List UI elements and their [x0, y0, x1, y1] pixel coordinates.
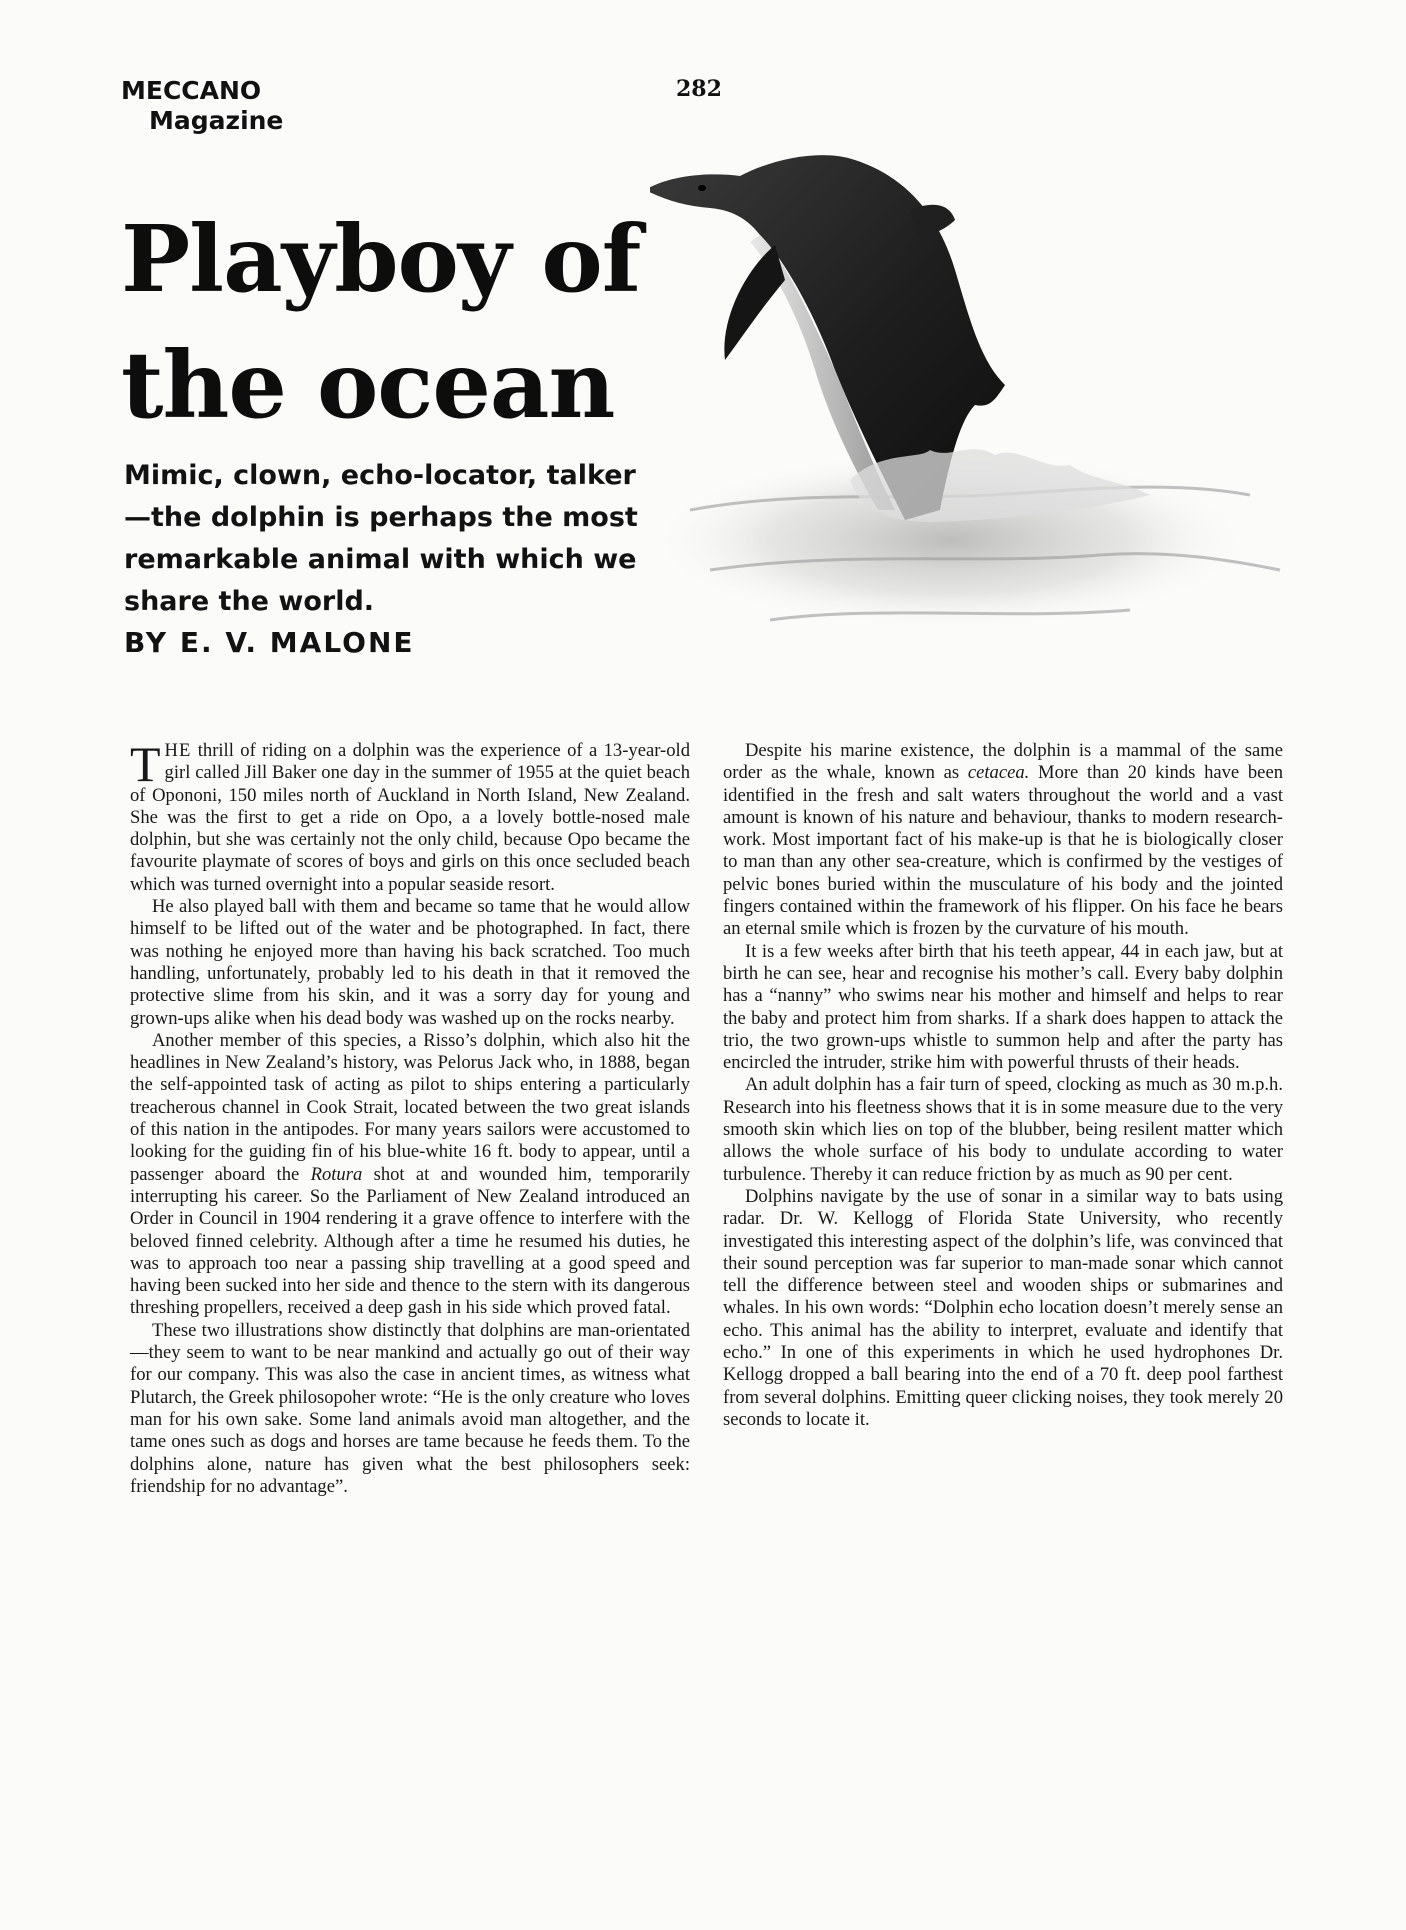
article-deck: Mimic, clown, echo-locator, talker—the dolphin is perhaps the most remarkable animal with which we share the world.: [124, 460, 638, 617]
body-paragraph: He also played ball with them and became so tame that he would allow himself to be lifted out of the water and be photographed. In fact, there was nothing he enjoyed more than having his back scratched. Too much handling, unfortunately, probably led to his death in that it removed the protective slime from his skin, and it was a sorry day for young and grown-ups alike when his dead body was washed up on the rocks nearby.: [130, 896, 690, 1029]
drop-cap: T: [130, 736, 161, 792]
body-column-right: [723, 740, 1283, 1431]
body-paragraph: It is a few weeks after birth that his teeth appear, 44 in each jaw, but at birth he can see, hear and recognise his mother’s call. Every baby dolphin has a “nanny” who swims near his mother and himself and helps to rear the baby and protect him from sharks. If a shark does happen to attack the trio, the two grown-ups whistle to summon help and after the party has encircled the intruder, strike him with powerful thrusts of their heads.: [723, 940, 1283, 1074]
paragraph-text: Another member of this species, a Risso’s dolphin, which also hit the headlines in New Zealand’s history, was Pelorus Jack who, in 1888, began the self-appointed task of acting as pilot to ships entering a particularly treacherous channel in Cook Strait, located between the two great islands of this nation in the antipodes. For many years sailors were accustomed to looking for the guiding fin of his blue-white 16 ft. body to appear, until a passenger aboard the: [130, 1029, 690, 1185]
body-paragraph: An adult dolphin has a fair turn of speed, clocking as much as 30 m.p.h. Research into his fleetness shows that it is in some measure due to the very smooth skin which lies on top of the blubber, being resilent matter which allows the whole surface of his body to undulate according to water turbulence. Thereby it can reduce friction by as much as 90 per cent.: [723, 1074, 1283, 1185]
masthead: [121, 76, 283, 136]
body-column-left: [130, 736, 690, 1498]
body-paragraph: [723, 740, 1283, 941]
opening-caps: HE: [164, 740, 192, 761]
title-line-2: the ocean: [121, 331, 615, 439]
page-number: 282: [676, 76, 722, 102]
body-paragraph: These two illustrations show distinctly that dolphins are man-orientated—they seem to want to be near mankind and actually go out of their way for our company. This was also the case in ancient times, as witness what Plutarch, the Greek philosopoher wrote: “He is the only creature who loves man for his own sake. Some land animals avoid man altogether, and the tame ones such as dogs and horses are tame because he feeds them. To the dolphins alone, nature has given what the best philosophers seek: friendship for no advantage”.: [130, 1319, 690, 1497]
dolphin-photo: [650, 150, 1290, 670]
paragraph-text: thrill of riding on a dolphin was the experience of a 13-year-old girl called Jill Baker one day in the summer of 1955 at the quiet beach of Opononi, 150 miles north of Auckland in North Island, New Zealand. She was the first to get a ride on Opo, a a lovely bottle-nosed male dolphin, but she was certainly not the only child, because Opo became the favourite playmate of scores of boys and girls on this once secluded beach which was turned overnight into a popular seaside resort.: [130, 740, 690, 895]
scientific-term: cetacea.: [967, 762, 1030, 784]
byline: BY E. V. MALONE: [124, 626, 415, 659]
paragraph-text: Despite his marine existence, the dolphin is a mammal of the same order as the whale, known as: [723, 740, 1283, 784]
body-paragraph: [130, 1030, 690, 1320]
body-paragraph: [130, 736, 690, 896]
masthead-line-1: MECCANO: [121, 76, 262, 105]
title-line-1: Playboy of: [121, 205, 641, 313]
paragraph-text: shot at and wounded him, temporarily interrupting his career. So the Parliament of New Zealand introduced an Order in Council in 1904 rendering it a grave offence to interfere with the beloved finned celebrity. Although after a time he resumed his duties, he was to approach too near a passing ship travelling at a good speed and having been sucked into her side and thence to the stern with its dangerous threshing propellers, received a deep gash in his side which proved fatal.: [130, 1163, 690, 1319]
dolphin-flipper: [724, 245, 785, 360]
article-title: [121, 196, 741, 448]
paragraph-text: More than 20 kinds have been identified in the fresh and salt waters throughout the world and a vast amount is known of his nature and behaviour, thanks to modern research-work. Most important fact of his make-up is that he is biologically closer to man than any other sea-creature, which is confirmed by the vestiges of pelvic bones buried within the musculature of his body and the jointed fingers contained within the framework of his flipper. On his face he bears an eternal smile which is frozen by the curvature of his mouth.: [723, 762, 1283, 940]
masthead-line-2: Magazine: [149, 106, 284, 135]
body-paragraph: Dolphins navigate by the use of sonar in a similar way to bats using radar. Dr. W. Kellogg of Florida State University, who recently investigated this interesting aspect of the dolphin’s life, was convinced that their sound perception was far superior to man-made sonar which cannot tell the difference between steel and wooden ships or submarines and whales. In his own words: “Dolphin echo location doesn’t merely sense an echo. This animal has the ability to interpret, evaluate and identify that echo.” In one of this experiments in which he used hydrophones Dr. Kellogg dropped a ball bearing into the end of a 70 ft. deep pool farthest from several dolphins. Emitting queer clicking noises, they took merely 20 seconds to locate it.: [723, 1185, 1283, 1430]
dolphin-eye: [698, 185, 706, 191]
ship-name: Rotura: [310, 1163, 363, 1185]
